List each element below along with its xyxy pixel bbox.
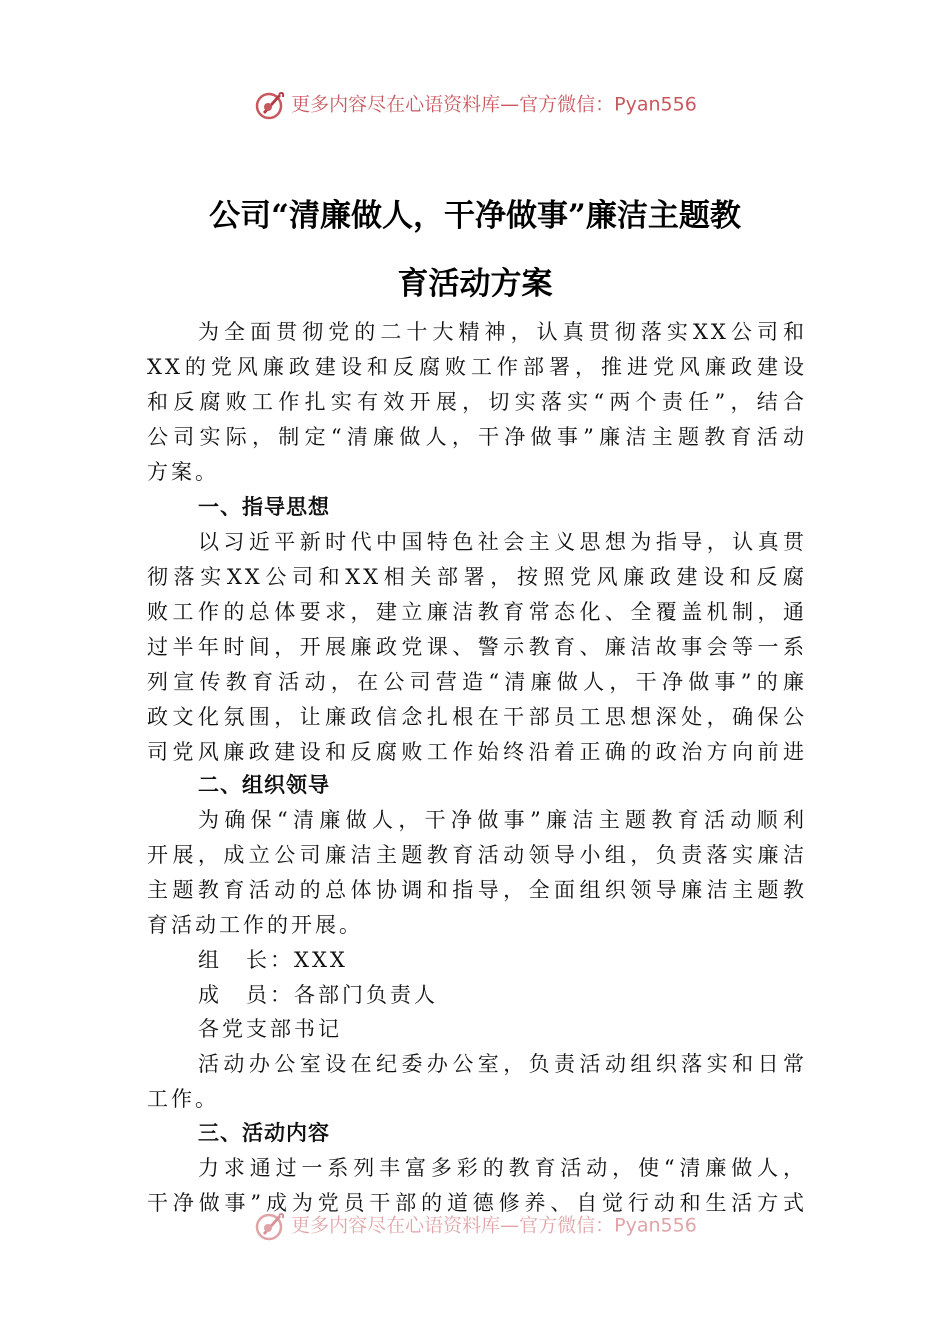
- watermark-footer: [0, 1205, 950, 1245]
- paragraph-line: 工作。: [147, 1087, 219, 1111]
- paragraph-line: 败工作的总体要求，建立廉洁教育常态化、全覆盖机制，通: [147, 600, 807, 624]
- paragraph-line: 干净做事”成为党员干部的道德修养、自觉行动和生活方式: [147, 1191, 807, 1215]
- paragraph-line: 开展，成立公司廉洁主题教育活动领导小组，负责落实廉洁: [147, 843, 807, 867]
- watermark-text: 更多内容尽在心语资料库—官方微信：Pyan556: [291, 1214, 697, 1237]
- section-heading: 三、活动内容: [198, 1121, 330, 1145]
- members-line: 成 员：各部门负责人: [198, 983, 438, 1007]
- paragraph-line: 为确保“清廉做人，干净做事”廉洁主题教育活动顺利: [198, 808, 807, 832]
- paragraph-line: 政文化氛围，让廉政信念扎根在干部员工思想深处，确保公: [147, 705, 807, 729]
- watermark-text: 更多内容尽在心语资料库—官方微信：Pyan556: [291, 93, 697, 116]
- paragraph-line: 司党风廉政建设和反腐败工作始终沿着正确的政治方向前进: [147, 740, 807, 764]
- paragraph-line: 列宣传教育活动，在公司营造“清廉做人，干净做事”的廉: [147, 670, 807, 694]
- section-heading: 二、组织领导: [198, 773, 330, 797]
- quill-logo-icon: [253, 1209, 287, 1243]
- paragraph-line: XX的党风廉政建设和反腐败工作部署，推进党风廉政建设: [147, 355, 807, 379]
- watermark-header: [0, 84, 950, 124]
- document-title-line2: 育活动方案: [397, 266, 553, 302]
- leader-line: 组 长：XXX: [198, 948, 348, 972]
- document-title-line1: 公司“清廉做人，干净做事”廉洁主题教: [209, 198, 741, 234]
- paragraph-line: 和反腐败工作扎实有效开展，切实落实“两个责任”，结合: [147, 390, 807, 414]
- paragraph-line: 活动办公室设在纪委办公室，负责活动组织落实和日常: [198, 1052, 807, 1076]
- paragraph-line: 主题教育活动的总体协调和指导，全面组织领导廉洁主题教: [147, 878, 807, 902]
- section-heading: 一、指导思想: [198, 495, 330, 519]
- paragraph-line: 公司实际，制定“清廉做人，干净做事”廉洁主题教育活动: [147, 425, 807, 449]
- paragraph-line: 以习近平新时代中国特色社会主义思想为指导，认真贯: [198, 530, 807, 554]
- paragraph-line: 方案。: [147, 460, 219, 484]
- quill-logo-icon: [253, 88, 287, 122]
- paragraph-line: 为全面贯彻党的二十大精神，认真贯彻落实XX公司和: [198, 320, 807, 344]
- paragraph-line: 过半年时间，开展廉政党课、警示教育、廉洁故事会等一系: [147, 635, 807, 659]
- secretaries-line: 各党支部书记: [198, 1017, 342, 1041]
- paragraph-line: 育活动工作的开展。: [147, 913, 363, 937]
- paragraph-line: 力求通过一系列丰富多彩的教育活动，使“清廉做人，: [198, 1156, 807, 1180]
- paragraph-line: 彻落实XX公司和XX相关部署，按照党风廉政建设和反腐: [147, 565, 807, 589]
